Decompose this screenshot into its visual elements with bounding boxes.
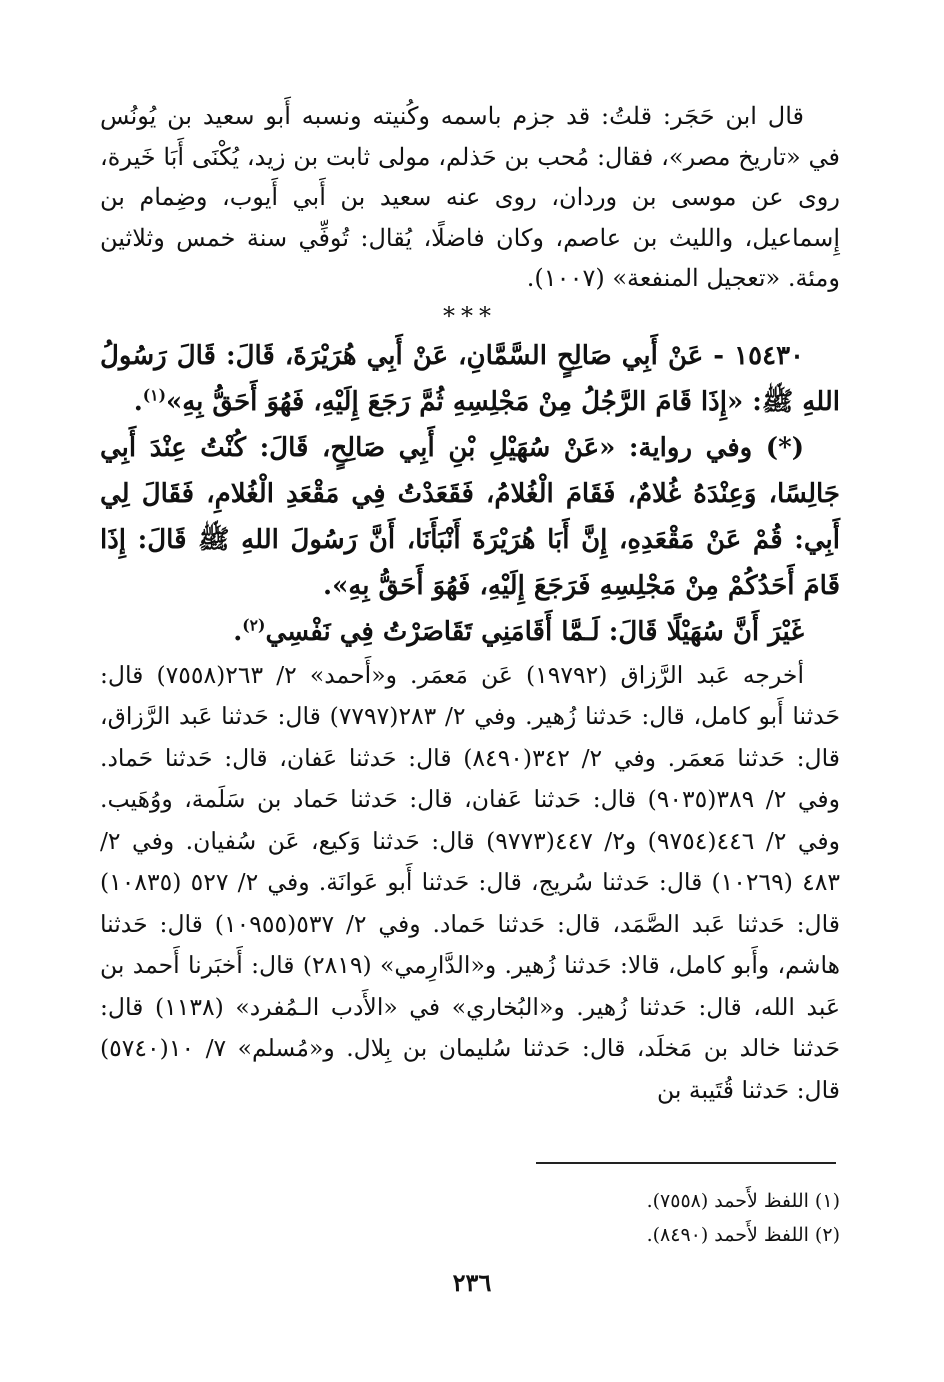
ghayr-paragraph [100,609,840,655]
takhrij-paragraph: أخرجه عَبد الرَّزاق (١٩٧٩٢) عَن مَعمَر. و«أَحمد» ٢/ ٢٦٣(٧٥٥٨) قال: حَدثنا أَبو كامل، قال: حَدثنا زُهير. وفي ٢/ ٢٨٣(٧٧٩٧) قال: حَدثنا عَبد الرَّزاق، قال: حَدثنا مَعمَر. وفي ٢/ ٣٤٢(٨٤٩٠) قال: حَدثنا عَفان، قال: حَدثنا حَماد. وفي ٢/ ٣٨٩(٩٠٣٥) قال: حَدثنا عَفان، قال: حَدثنا حَماد بن سَلَمة، ووُهَيب. وفي ٢/ ٤٤٦(٩٧٥٤) و٢/ ٤٤٧(٩٧٧٣) قال: حَدثنا وَكيع، عَن سُفيان. وفي ٢/ ٤٨٣ (١٠٢٦٩) قال: حَدثنا سُريج، قال: حَدثنا أَبو عَوانَة. وفي ٢/ ٥٢٧ (١٠٨٣٥) قال: حَدثنا عَبد الصَّمَد، قال: حَدثنا حَماد. وفي ٢/ ٥٣٧(١٠٩٥٥) قال: حَدثنا هاشم، وأَبو كامل، قالا: حَدثنا زُهير. و«الدَّارِمي» (٢٨١٩) قال: أَخبَرنا أَحمد بن عَبد الله، قال: حَدثنا زُهير. و«البُخاري» في «الأَدب الـمُفرد» (١١٣٨) قال: حَدثنا خالد بن مَخلَد، قال: حَدثنا سُليمان بن بِلال. و«مُسلم» ٧/ ١٠(٥٧٤٠) قال: حَدثنا قُتَيبة بن [100,660,841,1104]
ghayr-text: غَيْرَ أَنَّ سُهَيْلًا قَالَ: لَـمَّا أَقَامَنِي تَقَاصَرْتُ فِي نَفْسِي [265,616,804,647]
footnote-1: (١) اللفظ لأَحمد (٧٥٥٨). [646,1190,840,1212]
hadith-text: ١٥٤٣٠ - عَنْ أَبِي صَالِحٍ السَّمَّانِ، عَنْ أَبِي هُرَيْرَةَ، قَالَ: قَالَ رَسُولُ اللهِ ﷺ: «إِذَا قَامَ الرَّجُلُ مِنْ مَجْلِسِهِ ثُمَّ رَجَعَ إِلَيْهِ، فَهُوَ أَحَقُّ بِهِ» [100,340,840,417]
footnote-2: (٢) اللفظ لأَحمد (٨٤٩٠). [646,1224,840,1246]
page-body [100,96,840,1111]
riwaya-paragraph: (*) وفي رواية: «عَنْ سُهَيْلِ بْنِ أَبِي صَالِحٍ، قَالَ: كُنْتُ عِنْدَ أَبِي جَالِسًا، وَعِنْدَهُ غُلامٌ، فَقَامَ الْغُلامُ، فَقَعَدْتُ فِي مَقْعَدِ الْغُلامِ، فَقَالَ لِي أَبِي: قُمْ عَنْ مَقْعَدِهِ، إِنَّ أَبَا هُرَيْرَةَ أَنْبَأَنَا، أَنَّ رَسُولَ اللهِ ﷺ قَالَ: إِذَا قَامَ أَحَدُكُمْ مِنْ مَجْلِسِهِ فَرَجَعَ إِلَيْهِ، فَهُوَ أَحَقُّ بِهِ». [100,432,840,601]
page-number: ٢٣٦ [452,1268,492,1297]
hadith-footnote-marker: (١) [142,384,166,404]
ghayr-end: . [233,616,243,647]
footnotes [100,1184,840,1252]
intro-paragraph: قال ابن حَجَر: قلتُ: قد جزم باسمه وكُنيته ونسبه أَبو سعيد بن يُونُس في «تاريخ مصر»، فقال: مُحب بن حَذلم، مولى ثابت بن زيد، يُكْنَى أَبَا خَيرة، روى عن موسى بن وردان، روى عنه سعيد بن أَبي أَيوب، وضِمام بن إِسماعيل، والليث بن عاصم، وكان فاضلًا، يُقال: تُوفِّي سنة خمس وثلاثين ومئة. «تعجيل المنفعة» (١٠٠٧). [100,102,840,292]
footnote-divider [536,1162,836,1164]
separator-stars: *** [443,301,497,330]
hadith-paragraph [100,333,840,425]
ghayr-footnote-marker: (٢) [242,614,266,634]
hadith-end: . [133,386,143,417]
